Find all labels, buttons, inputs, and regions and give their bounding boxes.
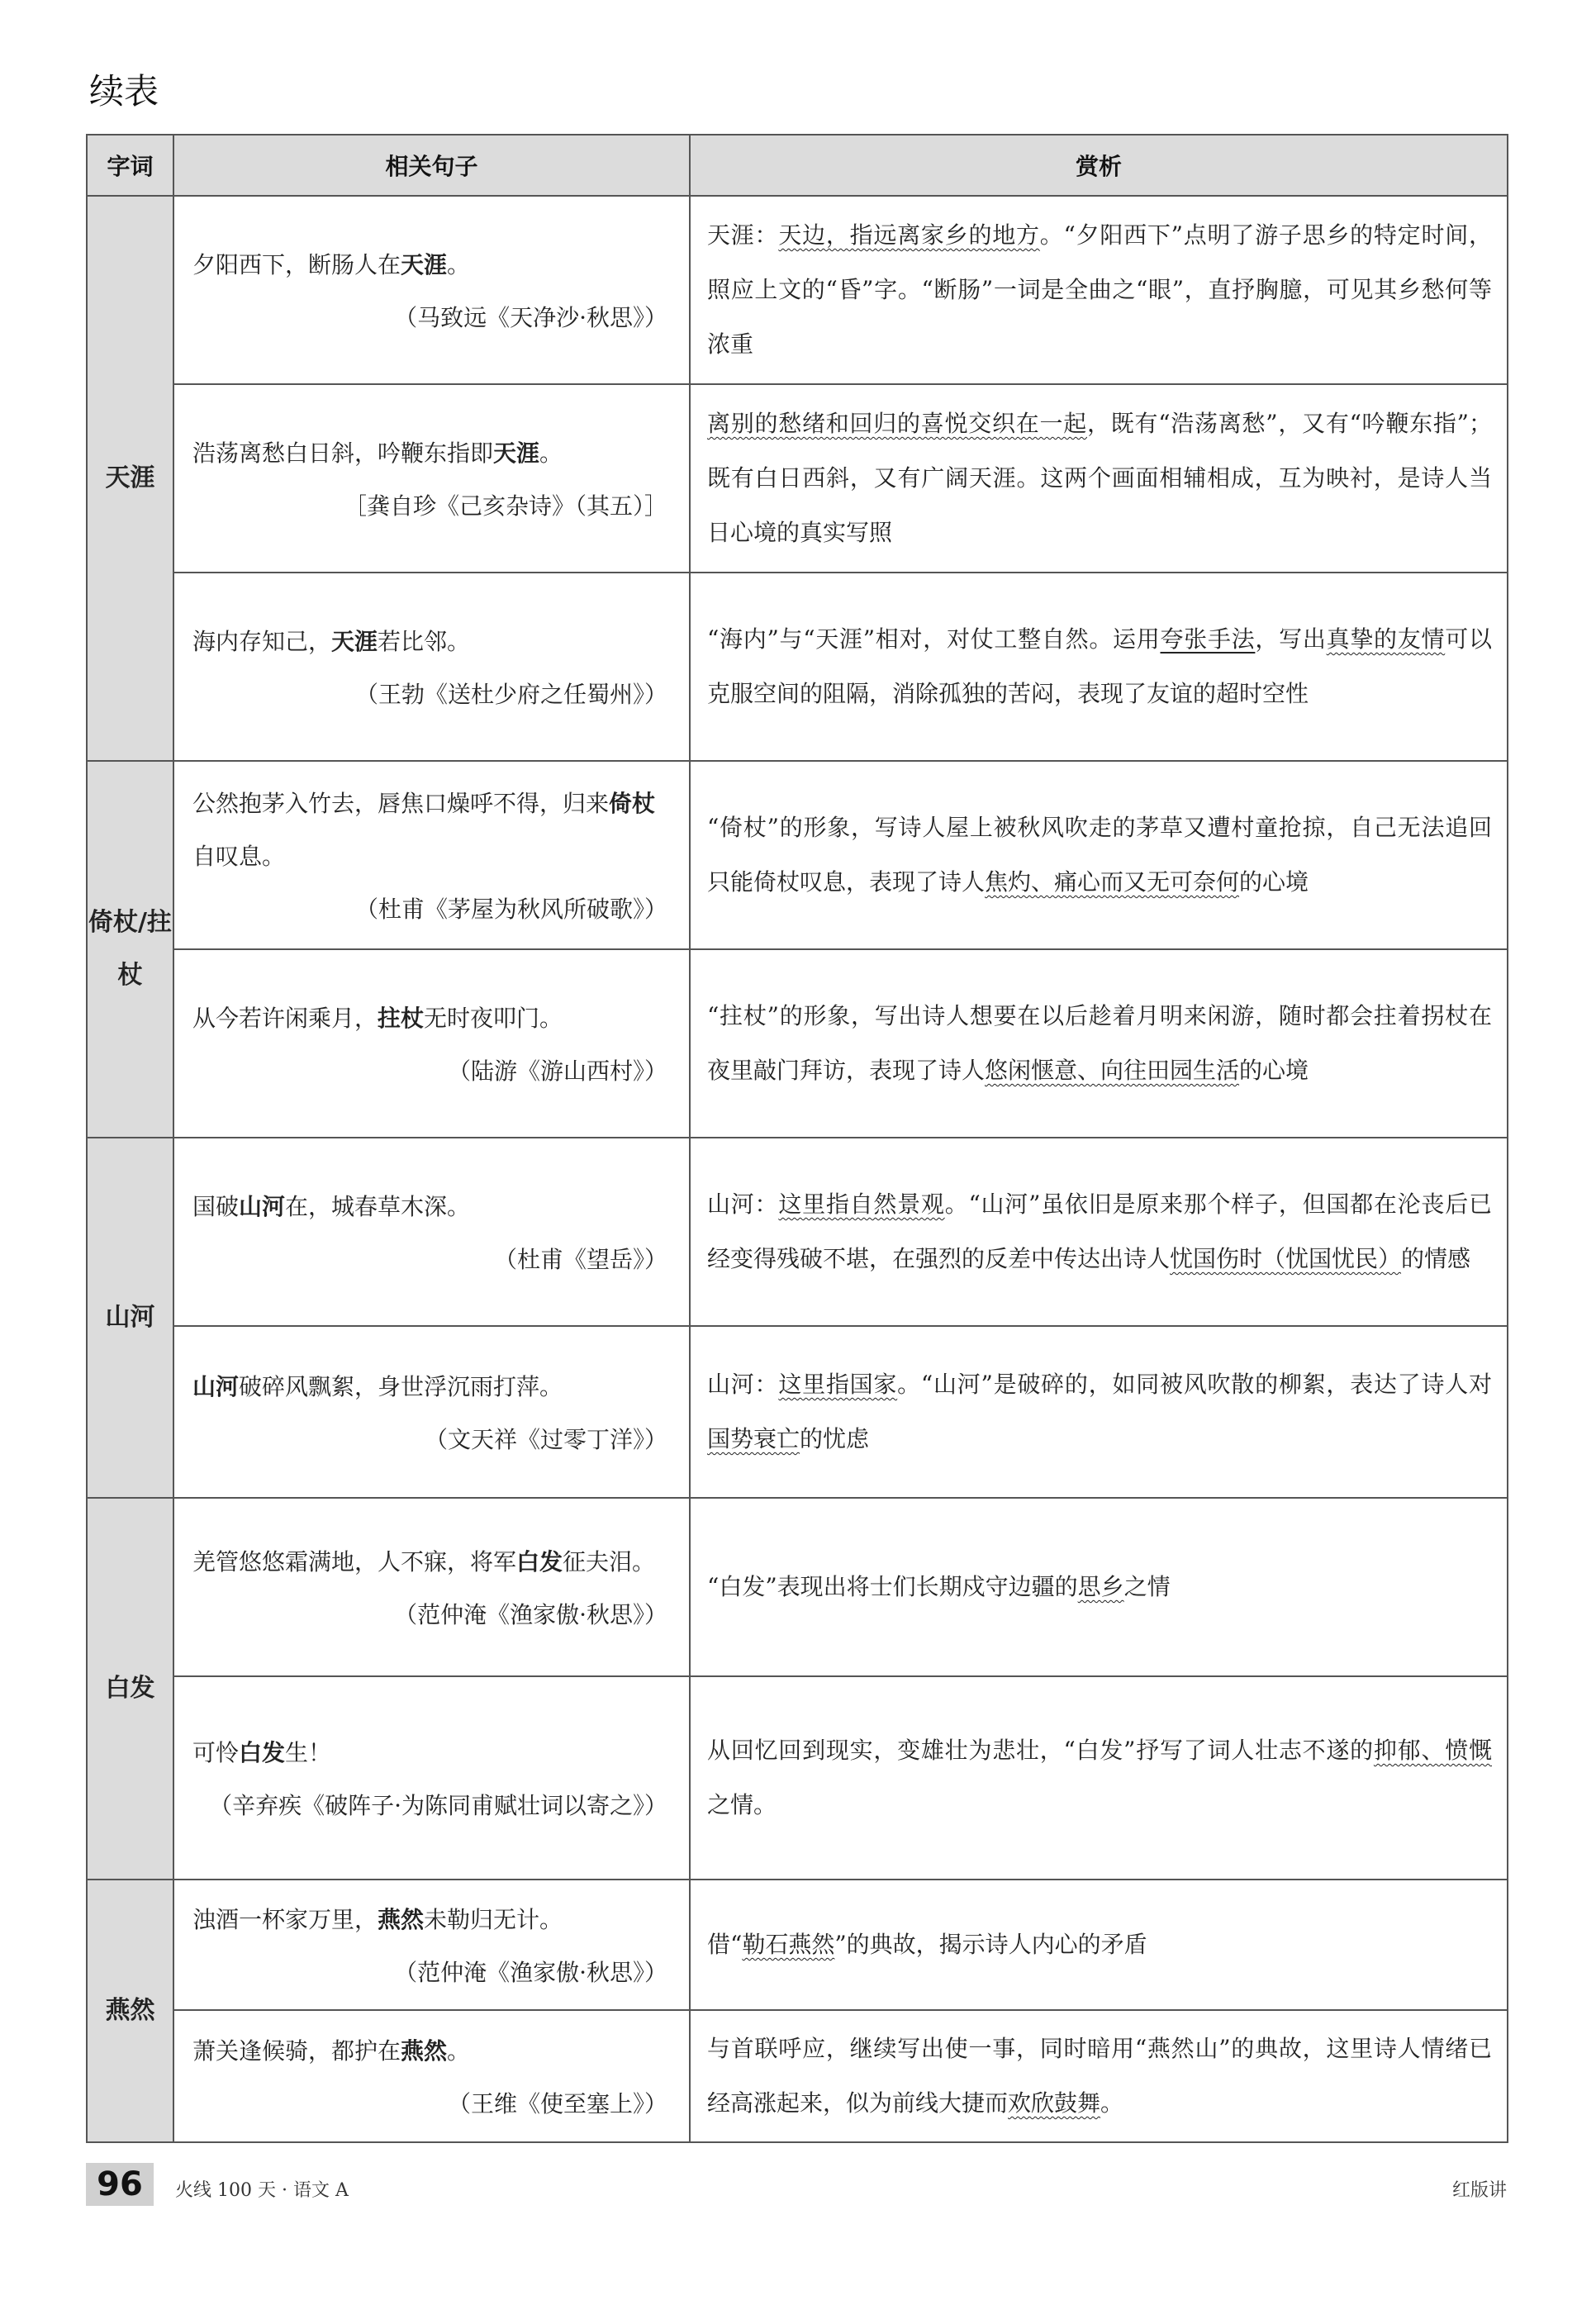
analysis-cell: 借“勒石燕然”的典故，揭示诗人内心的矛盾	[690, 1880, 1508, 2010]
word-cell: 白发	[87, 1498, 173, 1880]
sentence-cell: 可怜白发生！ （辛弃疾《破阵子·为陈同甫赋壮词以寄之》）	[173, 1676, 690, 1880]
page-number: 96	[86, 2163, 154, 2206]
sentence-cell: 从今若许闲乘月，拄杖无时夜叩门。 （陆游《游山西村》）	[173, 949, 690, 1138]
sentence-cell: 萧关逢候骑，都护在燕然。 （王维《使至塞上》）	[173, 2010, 690, 2142]
word-cell: 山河	[87, 1138, 173, 1498]
header-word: 字词	[87, 135, 173, 196]
sentence-cell: 浊酒一杯家万里，燕然未勒归无计。 （范仲淹《渔家傲·秋思》）	[173, 1880, 690, 2010]
sentence-cell: 山河破碎风飘絮，身世浮沉雨打萍。 （文天祥《过零丁洋》）	[173, 1326, 690, 1498]
table-row	[87, 1676, 1508, 1880]
table-header-row	[87, 135, 1508, 196]
table-row	[87, 1138, 1508, 1326]
analysis-cell: 山河：这里指国家。“山河”是破碎的，如同被风吹散的柳絮，表达了诗人对国势衰亡的忧虑	[690, 1326, 1508, 1498]
header-analysis: 赏析	[690, 135, 1508, 196]
source: （王勃《送杜少府之任蜀州》）	[354, 681, 667, 708]
source: （辛弃疾《破阵子·为陈同甫赋壮词以寄之》）	[209, 1792, 667, 1819]
source: （杜甫《望岳》）	[493, 1246, 667, 1273]
table-row	[87, 384, 1508, 573]
table-row	[87, 2010, 1508, 2142]
table-row	[87, 1326, 1508, 1498]
source: （范仲淹《渔家傲·秋思》）	[394, 1601, 667, 1628]
analysis-cell: “白发”表现出将士们长期戍守边疆的思乡之情	[690, 1498, 1508, 1676]
source: （王维《使至塞上》）	[447, 2090, 667, 2117]
analysis-cell: 与首联呼应，继续写出使一事，同时暗用“燕然山”的典故，这里诗人情绪已经高涨起来，似为前线大捷而欢欣鼓舞。	[690, 2010, 1508, 2142]
sentence-cell: 浩荡离愁白日斜，吟鞭东指即天涯。 ［龚自珍《己亥杂诗》（其五）］	[173, 384, 690, 573]
sentence-cell: 公然抱茅入竹去，唇焦口燥呼不得，归来倚杖自叹息。 （杜甫《茅屋为秋风所破歌》）	[173, 761, 690, 949]
source: （文天祥《过零丁洋》）	[424, 1426, 667, 1453]
table-row	[87, 1880, 1508, 2010]
sentence-cell: 国破山河在，城春草木深。 （杜甫《望岳》）	[173, 1138, 690, 1326]
table-row	[87, 1498, 1508, 1676]
sentence-cell: 海内存知己，天涯若比邻。 （王勃《送杜少府之任蜀州》）	[173, 573, 690, 761]
source: ［龚自珍《己亥杂诗》（其五）］	[343, 492, 667, 520]
table-row	[87, 573, 1508, 761]
analysis-cell: 从回忆回到现实，变雄壮为悲壮，“白发”抒写了词人壮志不遂的抑郁、愤慨之情。	[690, 1676, 1508, 1880]
vocabulary-table	[86, 134, 1508, 2143]
analysis-cell: “拄杖”的形象，写出诗人想要在以后趁着月明来闲游，随时都会拄着拐杖在夜里敲门拜访，表现了诗人悠闲惬意、向往田园生活的心境	[690, 949, 1508, 1138]
edition-label: 红版讲	[1451, 2180, 1507, 2201]
publication-name: 火线 100 天 · 语文 A	[175, 2180, 349, 2201]
table-row	[87, 196, 1508, 384]
source: （陆游《游山西村》）	[447, 1057, 667, 1085]
source: （范仲淹《渔家傲·秋思》）	[394, 1959, 667, 1986]
page-footer	[86, 2163, 1507, 2209]
word-cell: 天涯	[87, 196, 173, 761]
header-sentence: 相关句子	[173, 135, 690, 196]
analysis-cell: “倚杖”的形象，写诗人屋上被秋风吹走的茅草又遭村童抢掠，自己无法追回只能倚杖叹息，表现了诗人焦灼、痛心而又无可奈何的心境	[690, 761, 1508, 949]
source: （杜甫《茅屋为秋风所破歌》）	[354, 896, 667, 923]
table-row	[87, 761, 1508, 949]
table-row	[87, 949, 1508, 1138]
sentence-cell: 羌管悠悠霜满地，人不寐，将军白发征夫泪。 （范仲淹《渔家傲·秋思》）	[173, 1498, 690, 1676]
analysis-cell: 离别的愁绪和回归的喜悦交织在一起，既有“浩荡离愁”，又有“吟鞭东指”；既有白日西斜，又有广阔天涯。这两个画面相辅相成，互为映衬，是诗人当日心境的真实写照	[690, 384, 1508, 573]
word-cell: 倚杖/拄杖	[87, 761, 173, 1138]
analysis-cell: “海内”与“天涯”相对，对仗工整自然。运用夸张手法，写出真挚的友情可以克服空间的阻隔，消除孤独的苦闷，表现了友谊的超时空性	[690, 573, 1508, 761]
sentence-cell: 夕阳西下，断肠人在天涯。 （马致远《天净沙·秋思》）	[173, 196, 690, 384]
page-title: 续表	[89, 71, 159, 112]
analysis-cell: 山河：这里指自然景观。“山河”虽依旧是原来那个样子，但国都在沦丧后已经变得残破不堪，在强烈的反差中传达出诗人忧国伤时（忧国忧民）的情感	[690, 1138, 1508, 1326]
analysis-cell: 天涯：天边，指远离家乡的地方。“夕阳西下”点明了游子思乡的特定时间，照应上文的“昏”字。“断肠”一词是全曲之“眼”，直抒胸臆，可见其乡愁何等浓重	[690, 196, 1508, 384]
word-cell: 燕然	[87, 1880, 173, 2142]
source: （马致远《天净沙·秋思》）	[394, 304, 667, 331]
